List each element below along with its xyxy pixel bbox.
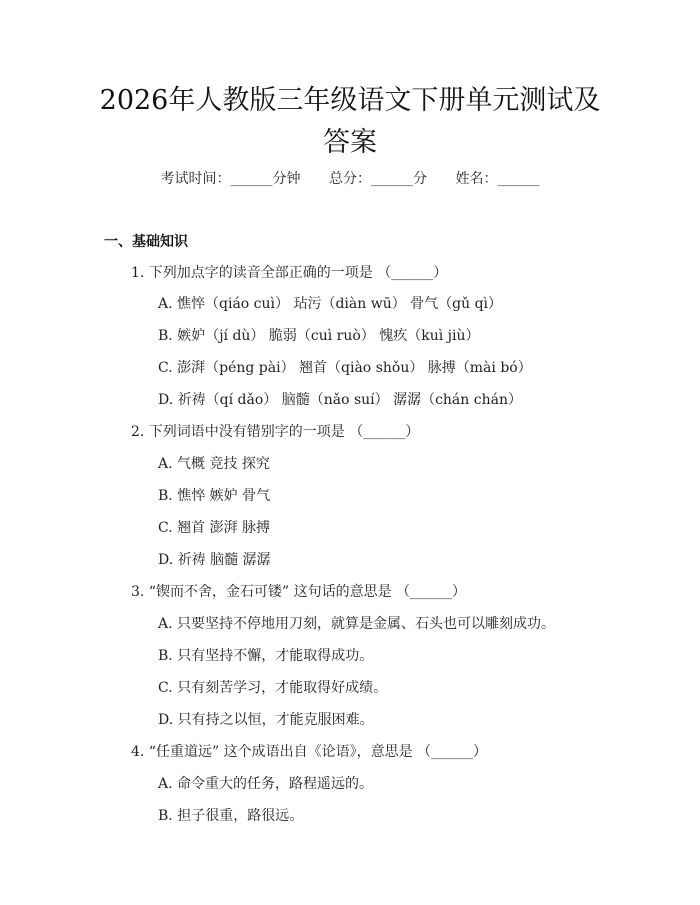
exam-meta: [0, 168, 700, 188]
question-1-stem: 1. 下列加点字的读音全部正确的一项是 （______）: [131, 265, 448, 281]
question-3-option-b: B. 只有坚持不懈，才能取得成功。: [158, 648, 374, 664]
exam-time-field: 考试时间：______分钟: [160, 171, 301, 187]
question-3-option-c: C. 只有刻苦学习，才能取得好成绩。: [158, 680, 388, 696]
question-2-stem: 2. 下列词语中没有错别字的一项是 （______）: [131, 424, 420, 440]
question-2-option-b: B. 憔悴 嫉妒 骨气: [158, 488, 271, 504]
question-2-option-a: A. 气概 竞技 探究: [158, 456, 270, 472]
student-name-field: 姓名：______: [455, 171, 540, 187]
question-4-stem: 4. “任重道远” 这个成语出自《论语》，意思是 （______）: [131, 744, 488, 760]
question-1-option-b: B. 嫉妒（jí dù） 脆弱（cuì ruò） 愧疚（kuì jiù）: [158, 328, 480, 344]
page-title: 2026年人教版三年级语文下册单元测试及答案: [99, 85, 601, 158]
total-score-field: 总分：______分: [329, 171, 427, 187]
question-4-option-a: A. 命令重大的任务，路程遥远的。: [158, 776, 374, 792]
question-1-option-a: A. 憔悴（qiáo cuì） 玷污（diàn wū） 骨气（gǔ qì）: [158, 296, 503, 312]
question-3-stem: 3. “锲而不舍，金石可镂” 这句话的意思是 （______）: [131, 584, 467, 600]
section-heading: 一、基础知识: [104, 234, 188, 250]
question-2-option-c: C. 翘首 澎湃 脉搏: [158, 520, 271, 536]
question-4-option-b: B. 担子很重，路很远。: [158, 808, 304, 824]
question-3-option-d: D. 只有持之以恒，才能克服困难。: [158, 712, 374, 728]
question-1-option-c: C. 澎湃（péng pài） 翘首（qiào shǒu） 脉搏（mài bó）: [158, 360, 532, 376]
question-2-option-d: D. 祈祷 脑髓 潺潺: [158, 552, 271, 568]
question-1-option-d: D. 祈祷（qí dǎo） 脑髓（nǎo suí） 潺潺（chán chán）: [158, 392, 522, 408]
question-3-option-a: A. 只要坚持不停地用刀刻，就算是金属、石头也可以雕刻成功。: [158, 616, 556, 632]
